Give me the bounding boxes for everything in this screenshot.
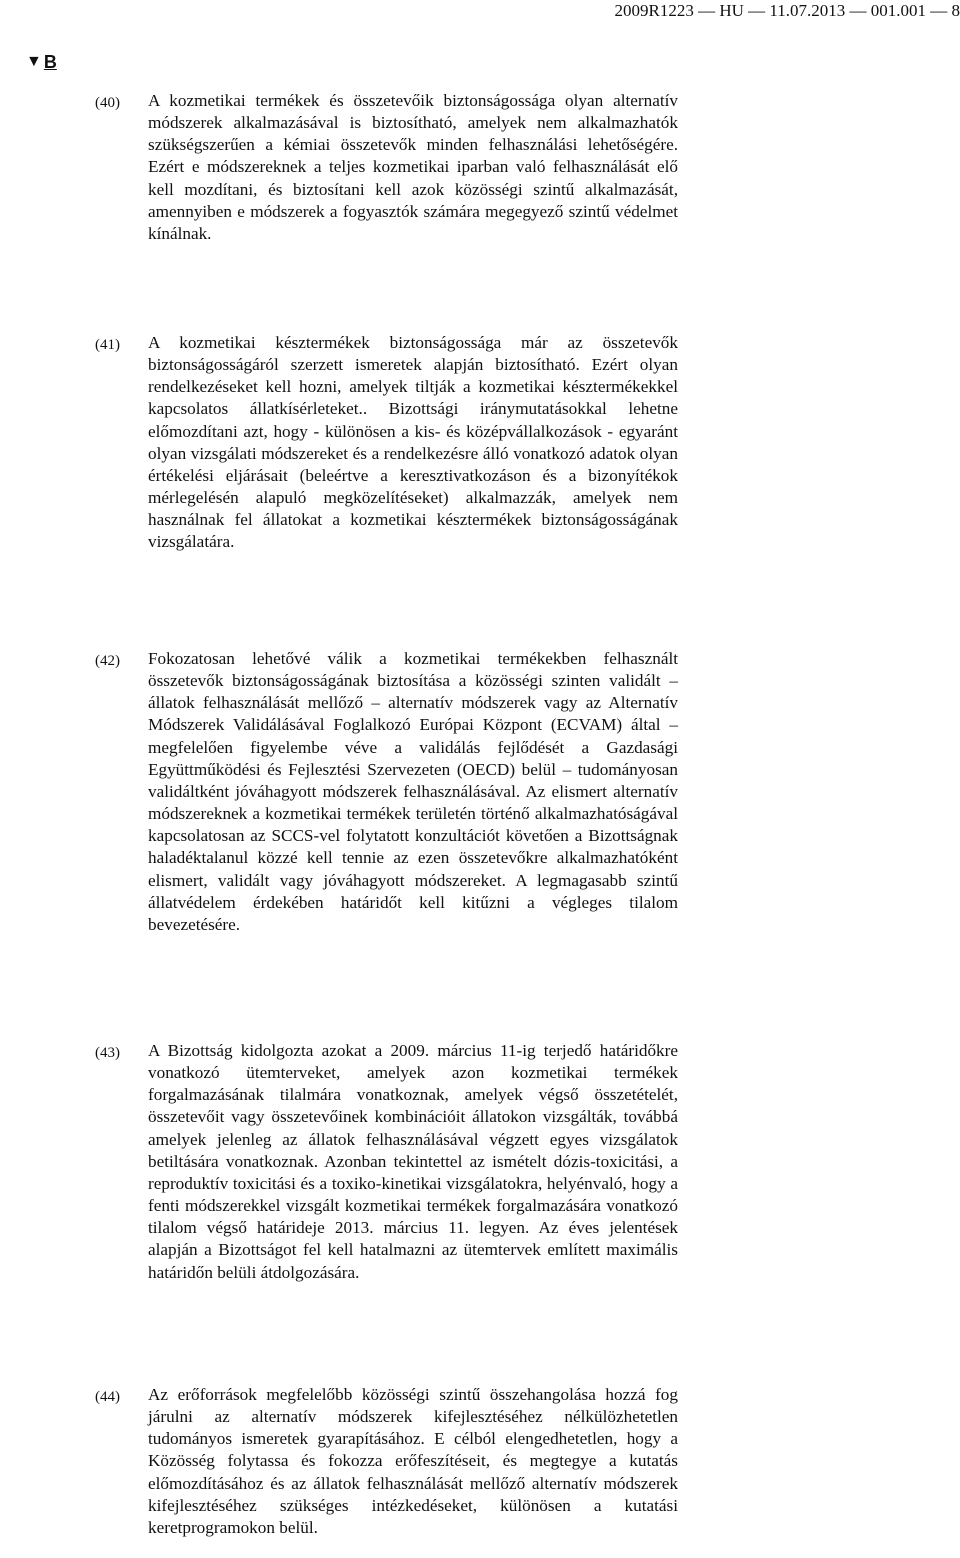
recital-number: (43): [95, 1045, 120, 1061]
recital-text: A kozmetikai késztermékek biztonságossága már az összetevők biztonságosságáról szerzett ismeretek alapján biztosítható. Ezért olyan rendelkezéseket kell hozni, amelyek tiltják a kozmetikai késztermékekkel kapcsolatos állatkísérleteket.. Bizottsági iránymutatásokkal lehetne előmozdítani azt, hogy - különösen a kis- és középvállalkozások - egyaránt olyan vizsgálati módszereket és a rendelkezésre álló vonatkozó adatok olyan értékelési eljárásait (beleértve a keresztivatkozáson és a bizonyítékok mérlegelésén alapuló megközelítéseket) alkalmazzák, amelyek nem használnak fel állatokat a kozmetikai késztermékek biztonságosságának vizsgálatára.: [148, 333, 678, 552]
triangle-down-icon: ▼: [26, 53, 42, 70]
recital-number: (40): [95, 95, 120, 111]
amendment-marker-label: B: [43, 52, 57, 72]
recital-text: A kozmetikai termékek és összetevőik biztonságossága olyan alternatív módszerek alkalmazásával is biztosítható, amelyek nem alkalmazhatók szükségszerűen a kémiai összetevők minden felhasználási lehetőségére. Ezért e módszereknek a teljes kozmetikai iparban való felhasználását elő kell mozdítani, és biztosítani kell azok közösségi szintű alkalmazását, amennyiben e módszerek a fogyasztók számára megegyező szintű védelmet kínálnak.: [148, 91, 678, 243]
recital-number: (42): [95, 653, 120, 669]
page-header: [0, 0, 960, 34]
recital-number: (44): [95, 1389, 120, 1405]
document-reference: 2009R1223 — HU — 11.07.2013 — 001.001 — 8: [614, 1, 960, 20]
amendment-marker: [26, 51, 57, 73]
recital-text: A Bizottság kidolgozta azokat a 2009. március 11-ig terjedő határidőkre vonatkozó ütemterveket, amelyek azon kozmetikai termékek forgalmazásának tilalmára vonatkoznak, amelyek végső összetételét, összetevőit vagy összetevőinek kombinációit állatokon vizsgálták, továbbá amelyek jelenleg az állatok felhasználásával végzett egyes vizsgálatok betiltására vonatkoznak. Azonban tekintettel az ismételt dózis-toxicitási, a reproduktív toxicitási és a toxiko-kinetikai vizsgálatokra, helyénvaló, hogy a fenti módszerekkel vizsgált kozmetikai termékek forgalmazására vonatkozó tilalom végső határideje 2013. március 11. legyen. Az éves jelentések alapján a Bizottságot fel kell hatalmazni az ütemtervek említett maximális határidőn belüli átdolgozására.: [148, 1041, 678, 1282]
recital-text: Fokozatosan lehetővé válik a kozmetikai termékekben felhasznált összetevők biztonságosságának biztosítása a közösségi szinten validált – állatok felhasználását mellőző – alternatív módszerek vagy az Alternatív Módszerek Validálásával Foglalkozó Európai Központ (ECVAM) által – megfelelően figyelembe véve a validálás fejlődését a Gazdasági Együttműködési és Fejlesztési Szervezeten (OECD) belül – tudományosan validáltként jóváhagyott módszerek felhasználásával. Az elismert alternatív módszereknek a kozmetikai termékek területén történő alkalmazhatóságával kapcsolatosan az SCCS-vel folytatott konzultációt követően a Bizottságnak haladéktalanul közzé kell tennie az ezen összetevőkre alkalmazhatóként elismert, validált vagy jóváhagyott módszereket. A legmagasabb szintű állatvédelem érdekében határidőt kell kitűzni a végleges tilalom bevezetésére.: [148, 649, 678, 934]
recital-text: Az erőforrások megfelelőbb közösségi szintű összehangolása hozzá fog járulni az alternatív módszerek kifejlesztéséhez nélkülözhetetlen tudományos ismeretek gyarapításához. E célból elengedhetetlen, hogy a Közösség folytassa és fokozza erőfeszítéseit, és megtegye a kutatás előmozdításához és az állatok felhasználását mellőző alternatív módszerek kifejlesztéséhez szükséges intézkedéseket, különösen a kutatási keretprogramokon belül.: [148, 1385, 678, 1537]
recital-number: (41): [95, 337, 120, 353]
